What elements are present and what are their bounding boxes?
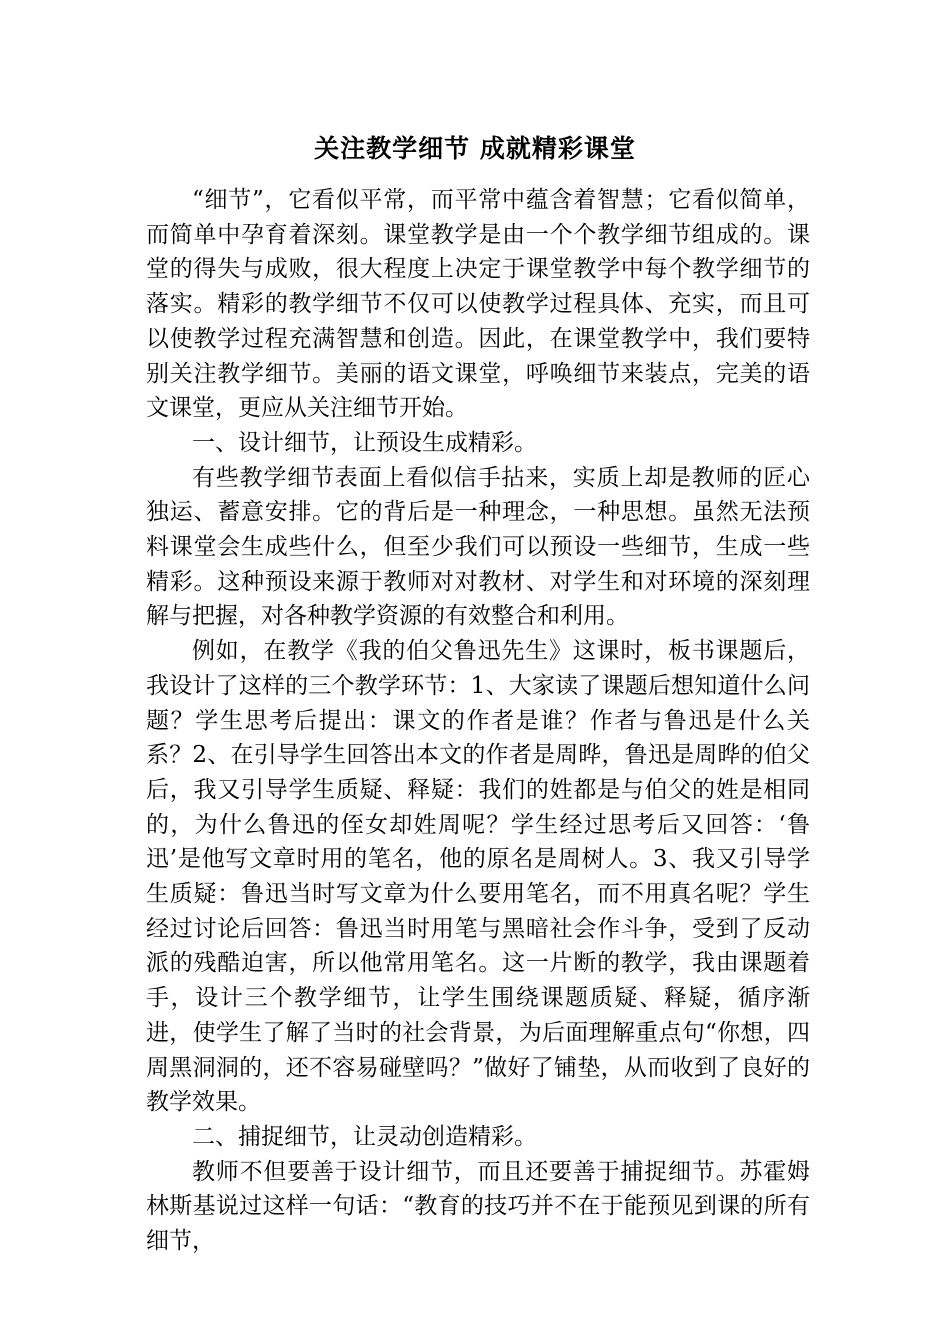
section-heading-1: 一、设计细节，让预设生成精彩。 [192, 429, 537, 456]
section-heading-2: 二、捕捉细节，让灵动创造精彩。 [192, 1123, 537, 1150]
document-title: 关注教学细节 成就精彩课堂 [314, 134, 636, 163]
document-body [146, 183, 810, 1259]
paragraph-capture-details: 教师不但要善于设计细节，而且还要善于捕捉细节。苏霍姆林斯基说过这样一句话：“教育的技巧并不在于能预见到课的所有细节， [146, 1158, 810, 1255]
paragraph-intro: “细节”，它看似平常，而平常中蕴含着智慧；它看似简单，而简单中孕育着深刻。课堂教学是由一个个教学细节组成的。课堂的得失与成败，很大程度上决定于课堂教学中每个教学细节的落实。精彩的教学细节不仅可以使教学过程具体、充实，而且可以使教学过程充满智慧和创造。因此，在课堂教学中，我们要特别关注教学细节。美丽的语文课堂，呼唤细节来装点，完美的语文课堂，更应从关注细节开始。 [146, 187, 810, 422]
paragraph-design-details: 有些教学细节表面上看似信手拈来，实质上却是教师的匠心独运、蓄意安排。它的背后是一种理念，一种思想。虽然无法预料课堂会生成些什么，但至少我们可以预设一些细节，生成一些精彩。这种预设来源于教师对对教材、对学生和对环境的深刻理解与把握，对各种教学资源的有效整合和利用。 [146, 464, 810, 630]
paragraph-example: 例如，在教学《我的伯父鲁迅先生》这课时，板书课题后，我设计了这样的三个教学环节：1、大家读了课题后想知道什么问题？学生思考后提出：课文的作者是谁？作者与鲁迅是什么关系？2、在引导学生回答出本文的作者是周晔，鲁迅是周晔的伯父后，我又引导学生质疑、释疑：我们的姓都是与伯父的姓是相同的，为什么鲁迅的侄女却姓周呢？学生经过思考后又回答：‘鲁迅’是他写文章时用的笔名，他的原名是周树人。3、我又引导学生质疑：鲁迅当时写文章为什么要用笔名，而不用真名呢？学生经过讨论后回答：鲁迅当时用笔与黑暗社会作斗争，受到了反动派的残酷迫害，所以他常用笔名。这一片断的教学，我由课题着手，设计三个教学细节，让学生围绕课题质疑、释疑，循序渐进，使学生了解了当时的社会背景，为后面理解重点句“你想，四周黑洞洞的，还不容易碰壁吗？”做好了铺垫，从而收到了良好的教学效果。 [146, 638, 810, 1116]
